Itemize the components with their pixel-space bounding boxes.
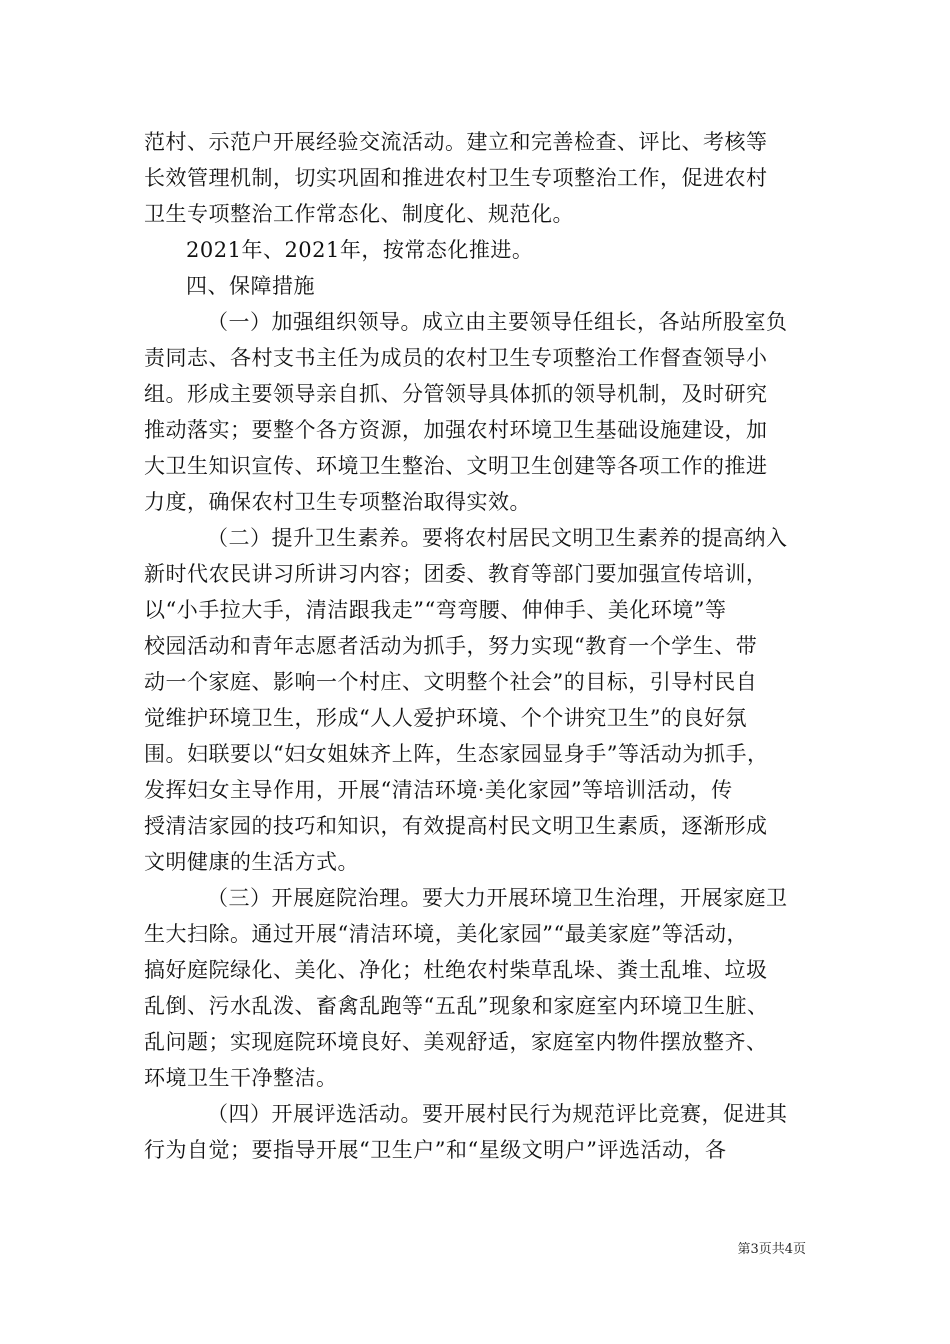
text-line: 大卫生知识宣传、环境卫生整治、文明卫生创建等各项工作的推进 xyxy=(144,454,768,478)
text-line: 授清洁家园的技巧和知识，有效提高村民文明卫生素质，逐渐形成 xyxy=(144,814,768,838)
text-line: （一）加强组织领导。成立由主要领导任组长，各站所股室负 xyxy=(207,310,788,334)
text-line: 2021年、2021年，按常态化推进。 xyxy=(186,238,534,262)
text-line: 推动落实；要整个各方资源，加强农村环境卫生基础设施建设，加 xyxy=(144,418,768,442)
text-line: 新时代农民讲习所讲习内容；团委、教育等部门要加强宣传培训， xyxy=(144,562,768,586)
text-line: 发挥妇女主导作用，开展“清洁环境·美化家园”等培训活动，传 xyxy=(144,778,733,802)
text-line: 组。形成主要领导亲自抓、分管领导具体抓的领导机制，及时研究 xyxy=(144,382,768,406)
text-line: （四）开展评选活动。要开展村民行为规范评比竞赛，促进其 xyxy=(207,1102,788,1126)
text-line: 行为自觉；要指导开展“卫生户”和“星级文明户”评选活动，各 xyxy=(144,1138,727,1162)
text-line: 范村、示范户开展经验交流活动。建立和完善检查、评比、考核等 xyxy=(144,130,768,154)
text-line: 卫生专项整治工作常态化、制度化、规范化。 xyxy=(144,202,574,226)
text-line: 动一个家庭、影响一个村庄、文明整个社会”的目标，引导村民自 xyxy=(144,670,758,694)
text-line: 责同志、各村支书主任为成员的农村卫生专项整治工作督查领导小 xyxy=(144,346,768,370)
text-line: 以“小手拉大手，清洁跟我走”“弯弯腰、伸伸手、美化环境”等 xyxy=(144,598,727,622)
text-line: 搞好庭院绿化、美化、净化；杜绝农村柴草乱垛、粪土乱堆、垃圾 xyxy=(144,958,768,982)
text-line: 觉维护环境卫生，形成“人人爱护环境、个个讲究卫生”的良好氛 xyxy=(144,706,747,730)
text-line: （二）提升卫生素养。要将农村居民文明卫生素养的提高纳入 xyxy=(207,526,788,550)
text-line: 校园活动和青年志愿者活动为抓手，努力实现“教育一个学生、带 xyxy=(144,634,758,658)
text-line: 四、保障措施 xyxy=(186,274,315,298)
text-line: 生大扫除。通过开展“清洁环境，美化家园”“最美家庭”等活动， xyxy=(144,922,748,946)
text-line: 文明健康的生活方式。 xyxy=(144,850,359,874)
text-line: 乱倒、污水乱泼、畜禽乱跑等“五乱”现象和家庭室内环境卫生脏、 xyxy=(144,994,769,1018)
text-line: （三）开展庭院治理。要大力开展环境卫生治理，开展家庭卫 xyxy=(207,886,788,910)
text-line: 围。妇联要以“妇女姐妹齐上阵，生态家园显身手”等活动为抓手， xyxy=(144,742,769,766)
text-line: 长效管理机制，切实巩固和推进农村卫生专项整治工作，促进农村 xyxy=(144,166,768,190)
text-line: 乱问题；实现庭院环境良好、美观舒适，家庭室内物件摆放整齐、 xyxy=(144,1030,768,1054)
text-line: 环境卫生干净整洁。 xyxy=(144,1066,338,1090)
document-body xyxy=(144,124,810,1168)
page-number: 第3页共4页 xyxy=(737,1242,806,1257)
text-line: 力度，确保农村卫生专项整治取得实效。 xyxy=(144,490,531,514)
